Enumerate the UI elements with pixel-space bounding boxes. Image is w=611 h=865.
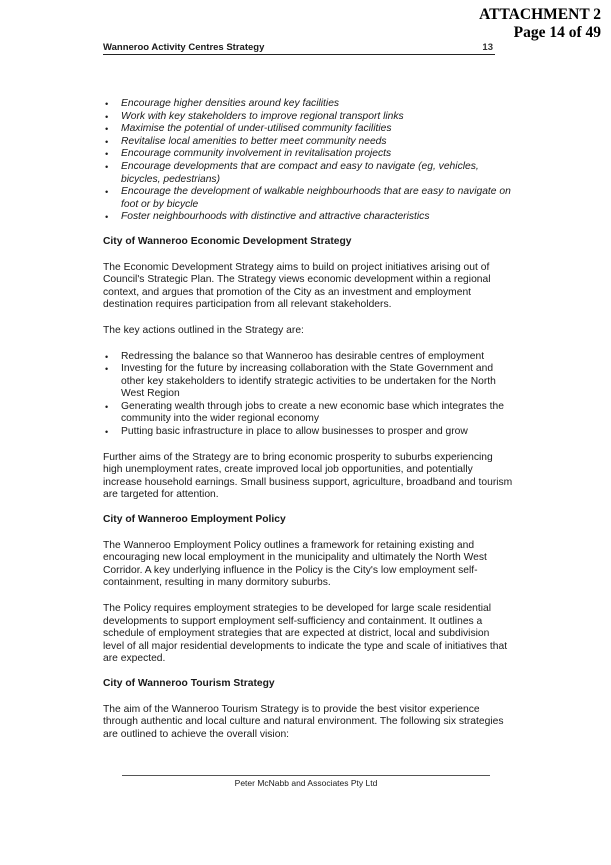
paragraph: The aim of the Wanneroo Tourism Strategy is to provide the best visitor experience through authentic and local culture and natural environment. The following six strategies are outlined to achieve the overall vision: [103, 703, 504, 740]
key-actions-list [103, 351, 513, 439]
intro-bullet-list [103, 98, 513, 224]
list-item: • Investing for the future by increasing collaboration with the State Government and other key stakeholders to identify strategic activities to be undertaken for the North West Region [103, 363, 513, 401]
list-item: • Redressing the balance so that Wanneroo has desirable centres of employment [103, 351, 513, 364]
list-item: • Encourage developments that are compact and easy to navigate (eg, vehicles, bicycles, pedestrians) [103, 161, 513, 186]
list-item: • Foster neighbourhoods with distinctive and attractive characteristics [103, 211, 513, 224]
running-header [103, 42, 495, 55]
paragraph: Further aims of the Strategy are to bring economic prosperity to suburbs experiencing high unemployment rates, create improved local job opportunities, and potentially increase household earnings. Small business support, agriculture, broadband and tourism are targeted for attention. [103, 451, 513, 501]
paragraph: The Economic Development Strategy aims to build on project initiatives arising out of Council's Strategic Plan. The Strategy views economic development within a regional context, and argues that promotion of the City as an investment and employment destination requires participation from all relevant stakeholders. [103, 261, 491, 311]
list-item: • Encourage community involvement in revitalisation projects [103, 148, 513, 161]
paragraph: The Policy requires employment strategies to be developed for large scale residential developments to support employment self-sufficiency and containment. It outlines a schedule of employment strategies that are expected at district, local and subdivision level of all major residential developments to indicate the type and scale of initiatives that are expected. [103, 603, 508, 665]
page-number: 13 [482, 42, 493, 53]
list-item: • Encourage higher densities around key facilities [103, 98, 513, 111]
page-footer: Peter McNabb and Associates Pty Ltd [234, 778, 378, 788]
page-content [103, 98, 513, 741]
paragraph: The key actions outlined in the Strategy are: [103, 324, 304, 336]
section-heading-economic-development: City of Wanneroo Economic Development Strategy [103, 235, 352, 247]
attachment-label [479, 6, 601, 42]
section-heading-tourism-strategy: City of Wanneroo Tourism Strategy [103, 677, 275, 689]
document-title: Wanneroo Activity Centres Strategy [103, 42, 265, 53]
list-item: • Work with key stakeholders to improve regional transport links [103, 111, 513, 124]
attachment-page-count: Page 14 of 49 [513, 24, 601, 41]
section-heading-employment-policy: City of Wanneroo Employment Policy [103, 514, 286, 526]
list-item: • Putting basic infrastructure in place to allow businesses to prosper and grow [103, 426, 513, 439]
list-item: • Generating wealth through jobs to create a new economic base which integrates the community into the wider regional economy [103, 401, 513, 426]
list-item: • Encourage the development of walkable neighbourhoods that are easy to navigate on foot or by bicycle [103, 186, 513, 211]
attachment-title: ATTACHMENT 2 [479, 6, 601, 23]
paragraph: The Wanneroo Employment Policy outlines a framework for retaining existing and encouraging new local employment in the municipality and ultimately the North West Corridor. A key underlying influence in the Policy is the City's low employment self-containment, resulting in many dormitory suburbs. [103, 539, 487, 589]
footer-divider [122, 775, 490, 776]
list-item: • Maximise the potential of under-utilised community facilities [103, 123, 513, 136]
list-item: • Revitalise local amenities to better meet community needs [103, 136, 513, 149]
